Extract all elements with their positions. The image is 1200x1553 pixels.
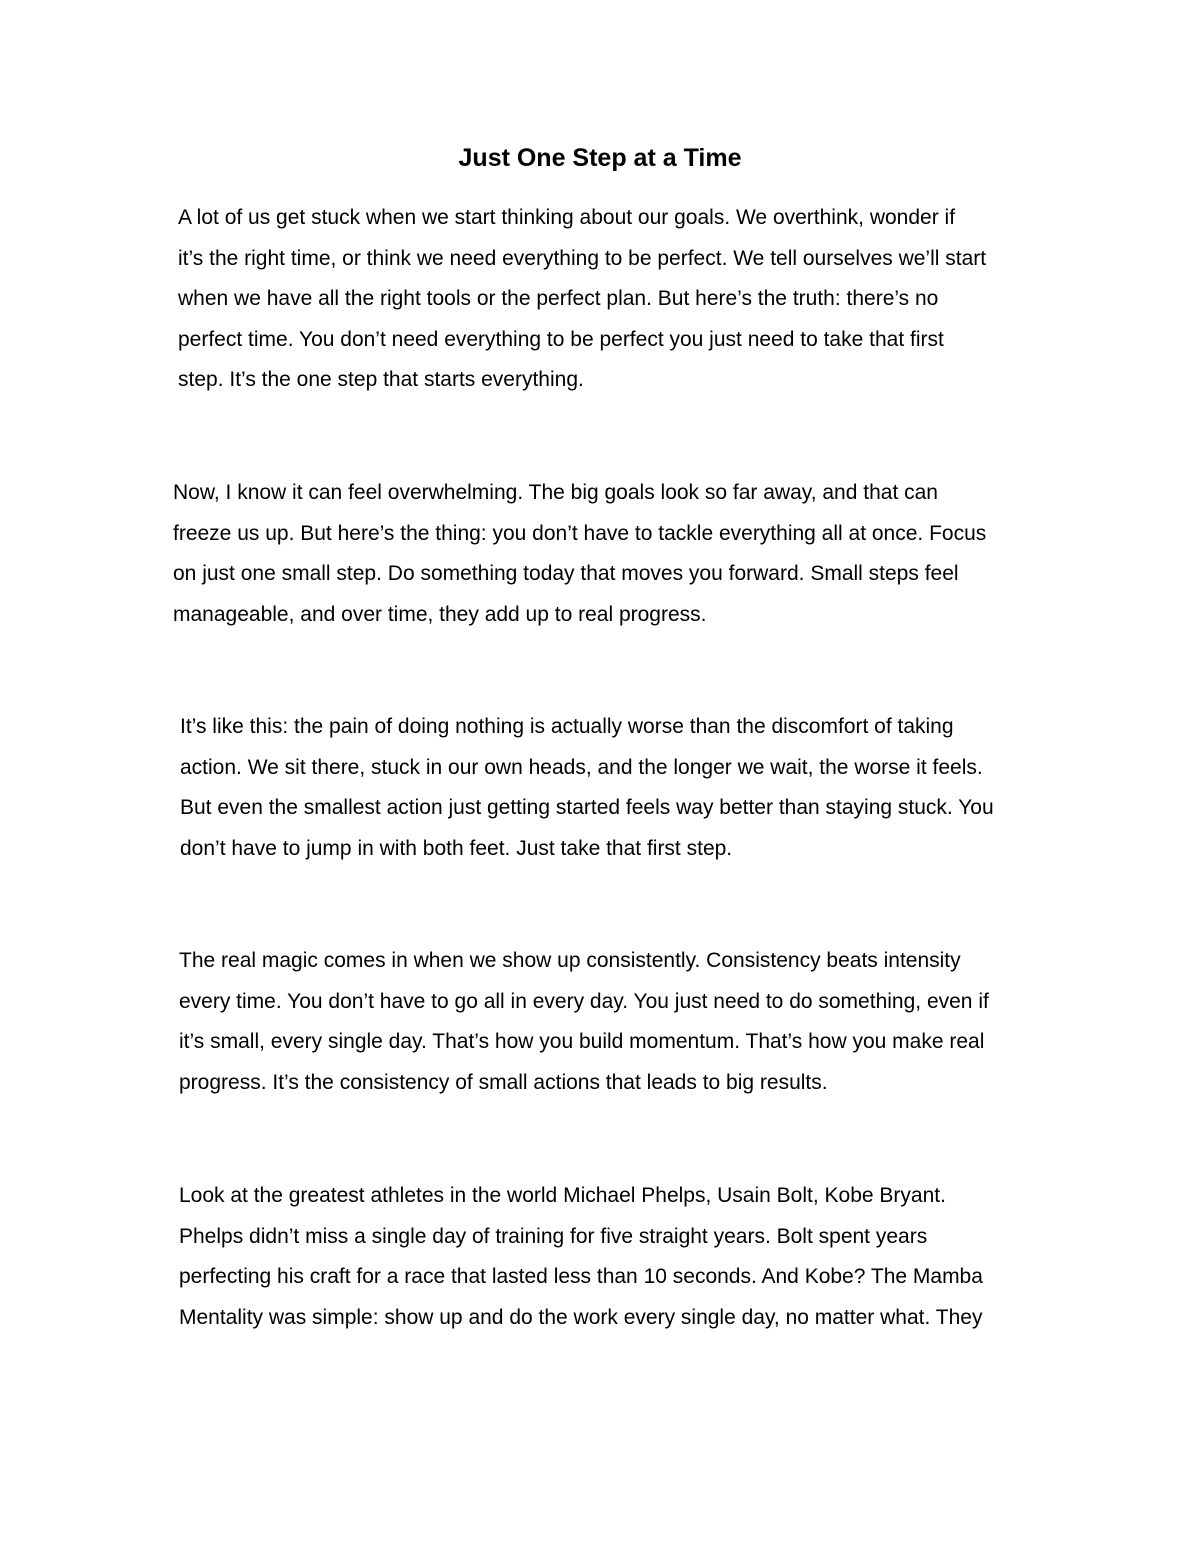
paragraph-line: It’s like this: the pain of doing nothing is actually worse than the discomfort of taking <box>180 715 954 738</box>
paragraph-line: Look at the greatest athletes in the world Michael Phelps, Usain Bolt, Kobe Bryant. <box>179 1184 946 1207</box>
paragraph-line: on just one small step. Do something today that moves you forward. Small steps feel <box>173 562 959 586</box>
paragraph-line: it’s the right time, or think we need everything to be perfect. We tell ourselves we’ll start <box>178 246 987 270</box>
paragraph-line: when we have all the right tools or the perfect plan. But here’s the truth: there’s no <box>178 287 939 311</box>
paragraph-2 <box>141 473 1071 635</box>
paragraph-line: A lot of us get stuck when we start thinking about our goals. We overthink, wonder if <box>178 206 956 229</box>
paragraph-line: don’t have to jump in with both feet. Just take that first step. <box>180 836 733 860</box>
paragraph-line: it’s small, every single day. That’s how you build momentum. That’s how you make real <box>179 1030 985 1054</box>
paragraph-line: perfect time. You don’t need everything to be perfect you just need to take that first <box>178 327 944 351</box>
paragraph-line: progress. It’s the consistency of small actions that leads to big results. <box>179 1070 828 1094</box>
paragraph-line: Now, I know it can feel overwhelming. The big goals look so far away, and that can <box>173 481 938 504</box>
paragraph-line: freeze us up. But here’s the thing: you don’t have to tackle everything all at once. Focus <box>173 521 987 545</box>
paragraph-line: perfecting his craft for a race that lasted less than 10 seconds. And Kobe? The Mamba <box>179 1265 983 1289</box>
paragraph-line: Phelps didn’t miss a single day of training for five straight years. Bolt spent years <box>179 1224 928 1248</box>
paragraph-line: But even the smallest action just getting started feels way better than staying stuck. You <box>180 796 994 820</box>
paragraph-line: step. It’s the one step that starts everything. <box>178 368 584 392</box>
paragraph-line: manageable, and over time, they add up to real progress. <box>173 602 707 626</box>
paragraph-4 <box>141 941 1071 1103</box>
paragraph-line: The real magic comes in when we show up consistently. Consistency beats intensity <box>179 949 961 972</box>
paragraph-3 <box>141 707 1071 869</box>
paragraph-5 <box>141 1176 1071 1338</box>
paragraph-line: every time. You don’t have to go all in every day. You just need to do something, even if <box>179 989 989 1013</box>
paragraph-line: Mentality was simple: show up and do the work every single day, no matter what. They <box>179 1305 983 1329</box>
paragraph-1 <box>141 198 1071 401</box>
paragraph-line: action. We sit there, stuck in our own heads, and the longer we wait, the worse it feels. <box>180 755 983 779</box>
page-title: Just One Step at a Time <box>458 144 742 172</box>
